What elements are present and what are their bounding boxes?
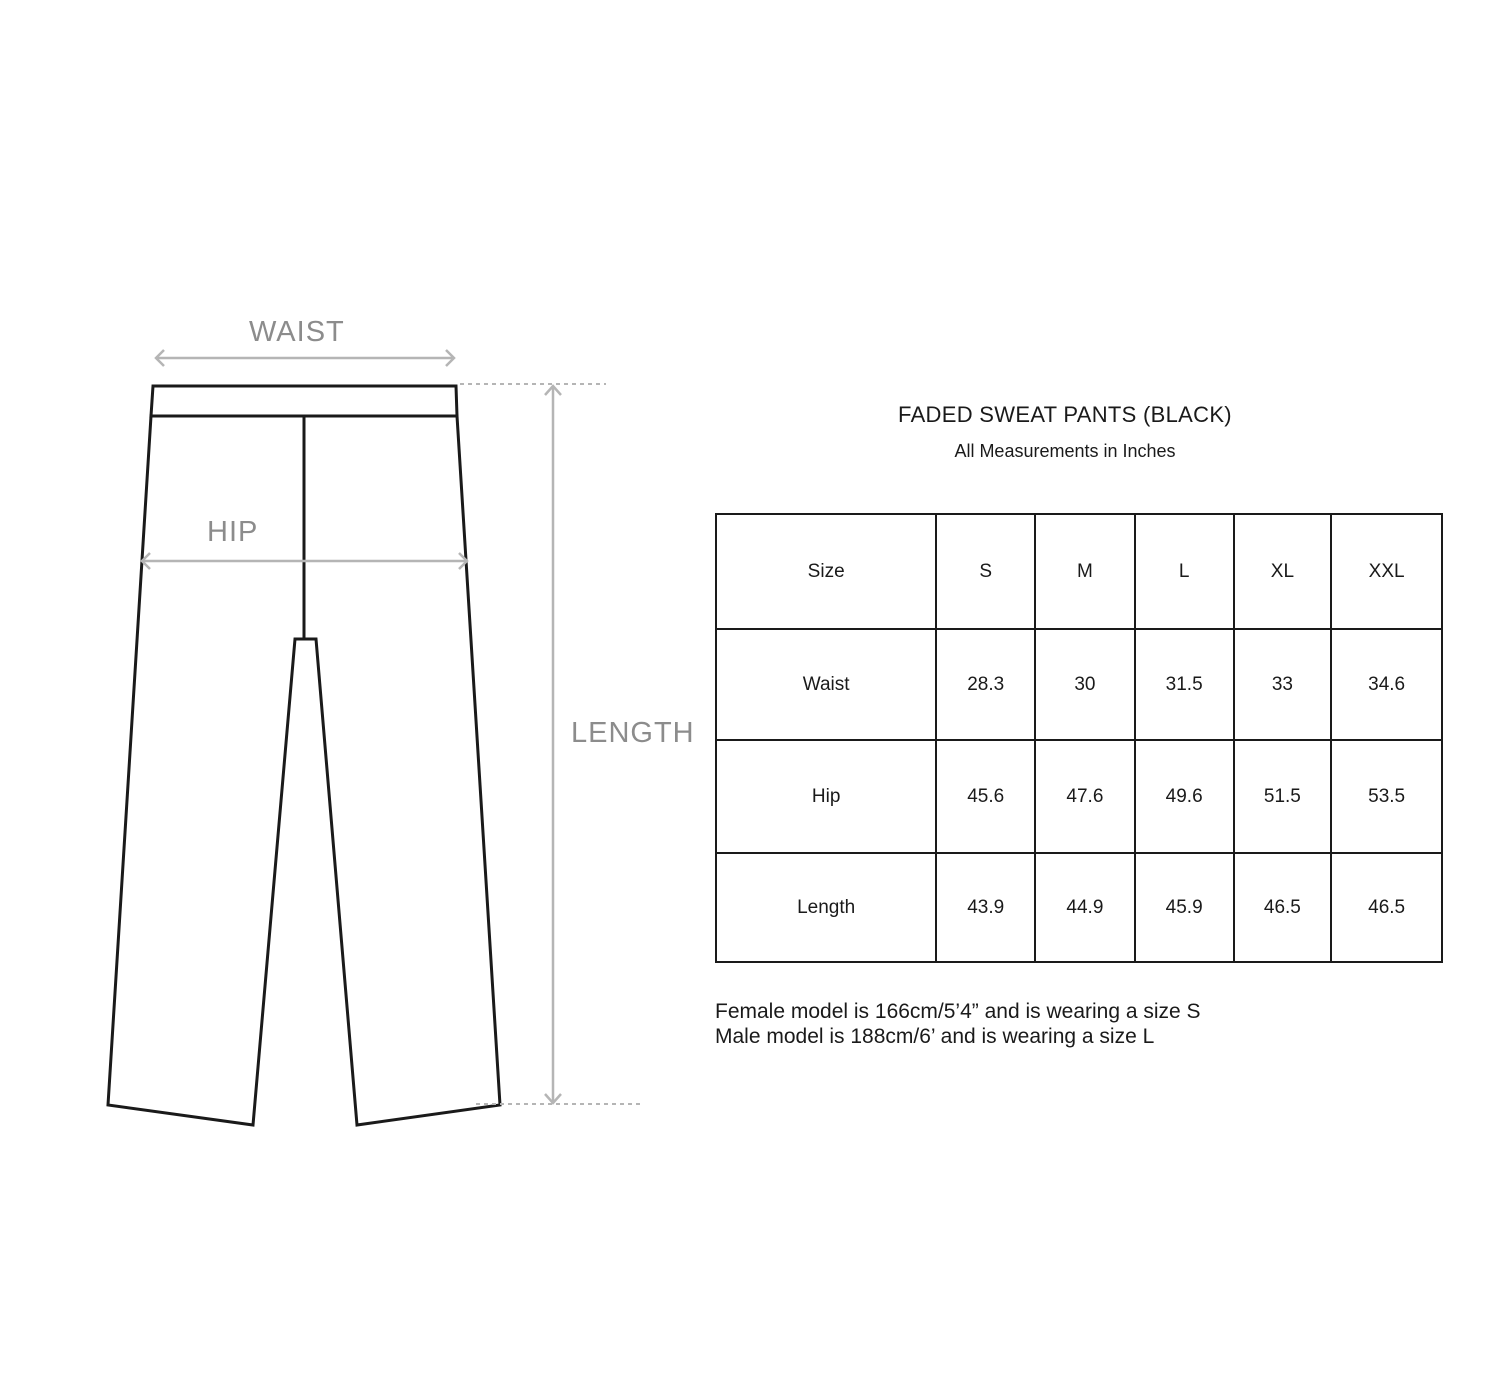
length-arrow (545, 386, 561, 1103)
table-cell: L (1135, 514, 1234, 629)
length-label: LENGTH (571, 717, 695, 749)
table-cell: Size (716, 514, 936, 629)
table-cell: 34.6 (1331, 629, 1442, 740)
pants-diagram (0, 0, 700, 1396)
table-cell: 46.5 (1331, 853, 1442, 962)
table-cell: Waist (716, 629, 936, 740)
measurement-unit-note: All Measurements in Inches (954, 441, 1176, 461)
table-cell: 44.9 (1035, 853, 1135, 962)
size-chart-table (715, 513, 1443, 963)
table-cell: Hip (716, 740, 936, 853)
table-cell: 30 (1035, 629, 1135, 740)
product-title: FADED SWEAT PANTS (BLACK) (898, 402, 1232, 427)
table-cell: Length (716, 853, 936, 962)
table-cell: S (936, 514, 1035, 629)
waist-arrow (156, 350, 454, 366)
table-row (716, 629, 1442, 740)
table-cell: 47.6 (1035, 740, 1135, 853)
table-header-row (716, 514, 1442, 629)
table-cell: 45.6 (936, 740, 1035, 853)
male-model-note: Male model is 188cm/6’ and is wearing a size L (715, 1025, 1155, 1048)
table-cell: 51.5 (1234, 740, 1332, 853)
table-row (716, 740, 1442, 853)
waist-label: WAIST (249, 316, 345, 348)
table-cell: 46.5 (1234, 853, 1332, 962)
table-cell: XL (1234, 514, 1332, 629)
table-cell: M (1035, 514, 1135, 629)
table-cell: 33 (1234, 629, 1332, 740)
table-cell: XXL (1331, 514, 1442, 629)
hip-label: HIP (207, 516, 259, 548)
table-cell: 43.9 (936, 853, 1035, 962)
table-row (716, 853, 1442, 962)
pants-outline (108, 386, 500, 1125)
waistband (151, 386, 457, 416)
table-cell: 45.9 (1135, 853, 1234, 962)
table-cell: 31.5 (1135, 629, 1234, 740)
table-cell: 49.6 (1135, 740, 1234, 853)
table-cell: 53.5 (1331, 740, 1442, 853)
female-model-note: Female model is 166cm/5’4” and is wearing a size S (715, 1000, 1201, 1023)
table-cell: 28.3 (936, 629, 1035, 740)
